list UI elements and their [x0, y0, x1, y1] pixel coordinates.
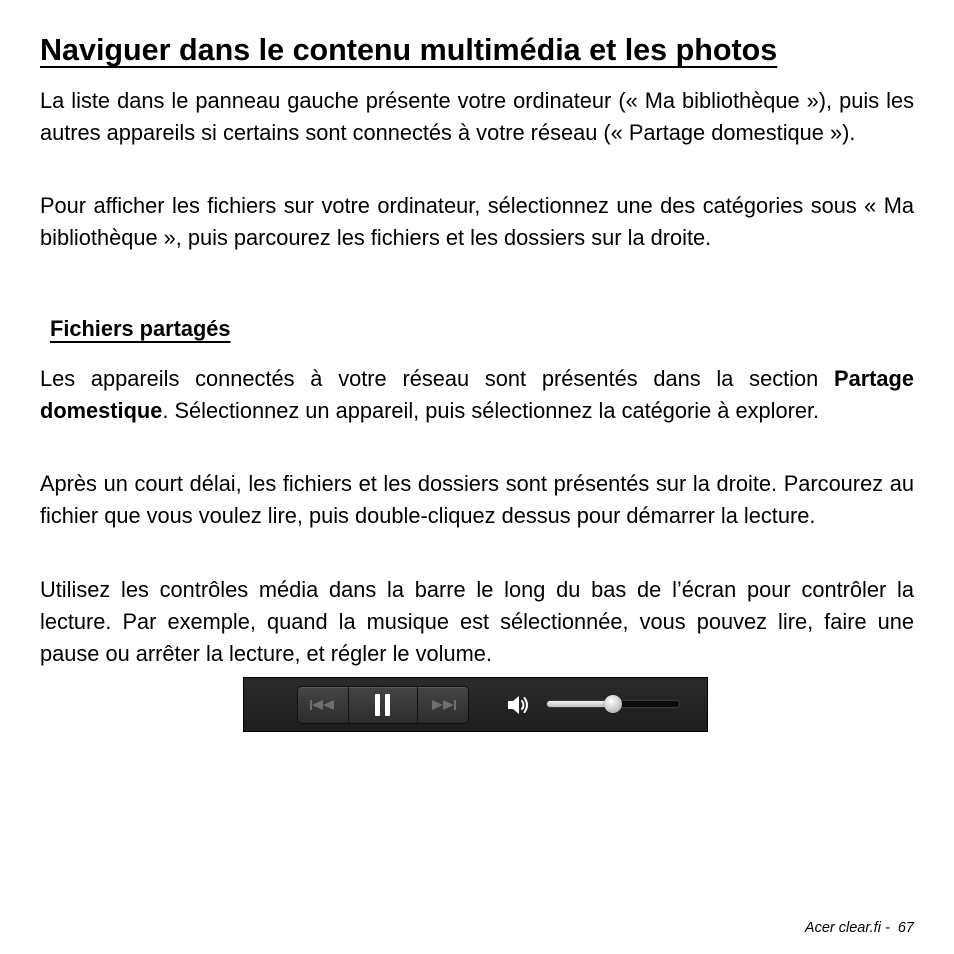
pause-button[interactable]: [349, 687, 417, 723]
page-number: 67: [897, 920, 914, 936]
paragraph-media-controls: Utilisez les contrôles média dans la barre le long du bas de l’écran pour contrôler la lecture. Par exemple, quand la musique est sélectionnée, vous pouvez lire, faire une pause ou arrêter la lecture, et régler le volume.: [40, 577, 914, 666]
paragraph-text: Les appareils connectés à votre réseau sont présentés dans la section: [40, 366, 835, 391]
page-footer: [620, 918, 914, 938]
footer-label: Acer clear.fi -: [804, 920, 890, 936]
paragraph-text: . Sélectionnez un appareil, puis sélectionnez la catégorie à explorer.: [162, 398, 820, 423]
page-title: Naviguer dans le contenu multimédia et les photos: [40, 33, 778, 67]
pause-icon: [374, 694, 392, 716]
previous-button[interactable]: [298, 687, 348, 723]
intro-paragraph-browse: Pour afficher les fichiers sur votre ordinateur, sélectionnez une des catégories sous « Ma bibliothèque », puis parcourez les fichiers et les dossiers sur la droite.: [40, 193, 914, 250]
playback-button-group: [297, 686, 469, 724]
paragraph-browse-files: Après un court délai, les fichiers et les dossiers sont présentés sur la droite. Parcourez au fichier que vous voulez lire, puis double-cliquez dessus pour démarrer la lecture.: [40, 471, 914, 528]
media-control-bar: [243, 677, 708, 732]
volume-slider[interactable]: [546, 695, 680, 713]
next-button[interactable]: [418, 687, 468, 723]
volume-slider-thumb[interactable]: [604, 695, 622, 713]
skip-previous-icon: [310, 699, 336, 711]
section-heading-shared-files: Fichiers partagés: [50, 316, 231, 341]
skip-next-icon: [430, 699, 456, 711]
bold-term-home-sharing: Partage domestique: [40, 366, 914, 423]
speaker-icon[interactable]: [506, 693, 530, 717]
paragraph-shared-devices: [40, 363, 914, 427]
intro-paragraph-library: La liste dans le panneau gauche présente votre ordinateur (« Ma bibliothèque »), puis les autres appareils si certains sont connectés à votre réseau (« Partage domestique »).: [40, 88, 914, 145]
